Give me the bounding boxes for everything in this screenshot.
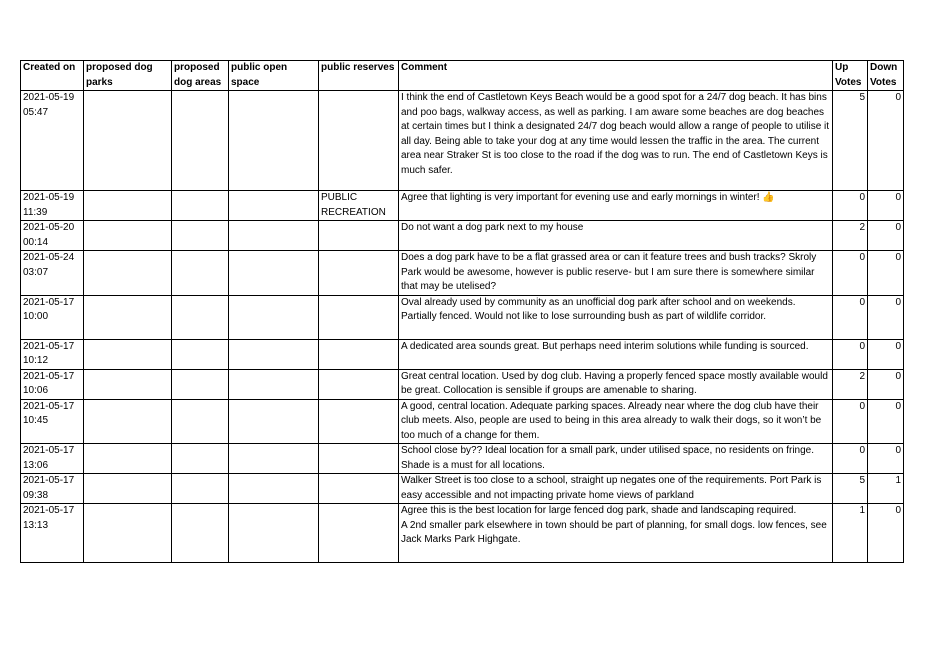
cell-down-votes: 0 [868,369,904,399]
cell-up-votes: 0 [833,295,868,339]
cell-dog-parks [84,221,172,251]
cell-dog-areas [172,91,229,191]
cell-down-votes: 0 [868,251,904,296]
cell-dog-parks [84,369,172,399]
cell-created: 2021-05-19 05:47 [21,91,84,191]
cell-up-votes: 2 [833,221,868,251]
cell-reserves [319,444,399,474]
cell-reserves [319,339,399,369]
col-proposed-dog-areas: proposed dog areas [172,61,229,91]
cell-dog-areas [172,339,229,369]
cell-reserves [319,221,399,251]
cell-open-space [229,504,319,563]
cell-created: 2021-05-19 11:39 [21,191,84,221]
table-row [21,399,904,444]
cell-dog-areas [172,251,229,296]
cell-down-votes: 0 [868,91,904,191]
cell-up-votes: 2 [833,369,868,399]
cell-created: 2021-05-17 10:00 [21,295,84,339]
cell-open-space [229,399,319,444]
cell-up-votes: 0 [833,399,868,444]
cell-comment: Do not want a dog park next to my house [399,221,833,251]
cell-dog-parks [84,295,172,339]
cell-created: 2021-05-17 10:45 [21,399,84,444]
cell-dog-areas [172,444,229,474]
table-row [21,339,904,369]
col-proposed-dog-parks: proposed dog parks [84,61,172,91]
cell-open-space [229,339,319,369]
cell-reserves [319,91,399,191]
cell-reserves [319,295,399,339]
cell-comment: A good, central location. Adequate parking spaces. Already near where the dog club have their club meets. Also, people are used to being in this area already to walk their dogs, so it won’t be too much of a change for them. [399,399,833,444]
cell-down-votes: 0 [868,191,904,221]
cell-comment: Agree that lighting is very important for evening use and early mornings in winter! 👍 [399,191,833,221]
cell-open-space [229,295,319,339]
cell-open-space [229,444,319,474]
cell-reserves [319,504,399,563]
cell-comment: Great central location. Used by dog club. Having a properly fenced space mostly available would be great. Collocation is sensible if groups are amenable to sharing. [399,369,833,399]
cell-down-votes: 0 [868,339,904,369]
table-row [21,295,904,339]
cell-created: 2021-05-17 13:13 [21,504,84,563]
header-row [21,61,904,91]
table-row [21,474,904,504]
cell-up-votes: 1 [833,504,868,563]
cell-up-votes: 0 [833,444,868,474]
cell-open-space [229,251,319,296]
table-row [21,444,904,474]
cell-down-votes: 1 [868,474,904,504]
col-public-open-space: public open space [229,61,319,91]
cell-comment: Does a dog park have to be a flat grassed area or can it feature trees and bush tracks? Skroly Park would be awesome, however is public reserve- but I am sure there is somewhere similar that may be utelised? [399,251,833,296]
col-created-on: Created on [21,61,84,91]
cell-reserves [319,251,399,296]
cell-created: 2021-05-17 10:12 [21,339,84,369]
cell-created: 2021-05-17 09:38 [21,474,84,504]
col-comment: Comment [399,61,833,91]
cell-dog-areas [172,191,229,221]
cell-up-votes: 0 [833,251,868,296]
cell-comment: School close by?? Ideal location for a small park, under utilised space, no residents on fringe. Shade is a must for all locations. [399,444,833,474]
cell-created: 2021-05-17 10:06 [21,369,84,399]
cell-dog-areas [172,399,229,444]
cell-created: 2021-05-17 13:06 [21,444,84,474]
cell-up-votes: 0 [833,339,868,369]
cell-comment: Walker Street is too close to a school, straight up negates one of the requirements. Port Park is easy accessible and not impacting private home views of parkland [399,474,833,504]
cell-down-votes: 0 [868,221,904,251]
cell-created: 2021-05-24 03:07 [21,251,84,296]
cell-dog-parks [84,504,172,563]
cell-dog-areas [172,369,229,399]
cell-dog-parks [84,444,172,474]
cell-down-votes: 0 [868,399,904,444]
col-public-reserves: public reserves [319,61,399,91]
col-up-votes: Up Votes [833,61,868,91]
cell-reserves [319,399,399,444]
cell-up-votes: 5 [833,91,868,191]
cell-reserves [319,474,399,504]
table-row [21,251,904,296]
cell-open-space [229,191,319,221]
cell-dog-areas [172,504,229,563]
comments-table [20,60,904,563]
cell-open-space [229,91,319,191]
cell-dog-parks [84,91,172,191]
table-row [21,221,904,251]
cell-down-votes: 0 [868,504,904,563]
cell-down-votes: 0 [868,295,904,339]
cell-dog-areas [172,221,229,251]
col-down-votes: Down Votes [868,61,904,91]
cell-dog-parks [84,251,172,296]
cell-dog-parks [84,339,172,369]
table-row [21,91,904,191]
table-row [21,369,904,399]
cell-dog-parks [84,191,172,221]
cell-comment: Agree this is the best location for large fenced dog park, shade and landscaping required. A 2nd smaller park elsewhere in town should be part of planning, for small dogs. low fences, see Jack Marks Park Highgate. [399,504,833,563]
cell-open-space [229,474,319,504]
table-row [21,504,904,563]
cell-created: 2021-05-20 00:14 [21,221,84,251]
cell-dog-areas [172,295,229,339]
cell-reserves [319,369,399,399]
cell-dog-parks [84,399,172,444]
cell-down-votes: 0 [868,444,904,474]
cell-up-votes: 5 [833,474,868,504]
cell-comment: Oval already used by community as an unofficial dog park after school and on weekends. Partially fenced. Would not like to lose surrounding bush as part of wildlife corridor. [399,295,833,339]
cell-comment: I think the end of Castletown Keys Beach would be a good spot for a 24/7 dog beach. It has bins and poo bags, walkway access, as well as parking. I am aware some beaches are dog beaches at certain times but I think a designated 24/7 dog beach would allow a range of people to utilise it all day. Being able to take your dog at any time would lessen the traffic in the area. The current area near Straker St is too close to the road if the dog was to run. The end of Castletown Keys is much safer. [399,91,833,191]
cell-reserves: PUBLIC RECREATION [319,191,399,221]
cell-open-space [229,221,319,251]
cell-dog-parks [84,474,172,504]
cell-comment: A dedicated area sounds great. But perhaps need interim solutions while funding is sourced. [399,339,833,369]
cell-up-votes: 0 [833,191,868,221]
cell-open-space [229,369,319,399]
cell-dog-areas [172,474,229,504]
table-row [21,191,904,221]
